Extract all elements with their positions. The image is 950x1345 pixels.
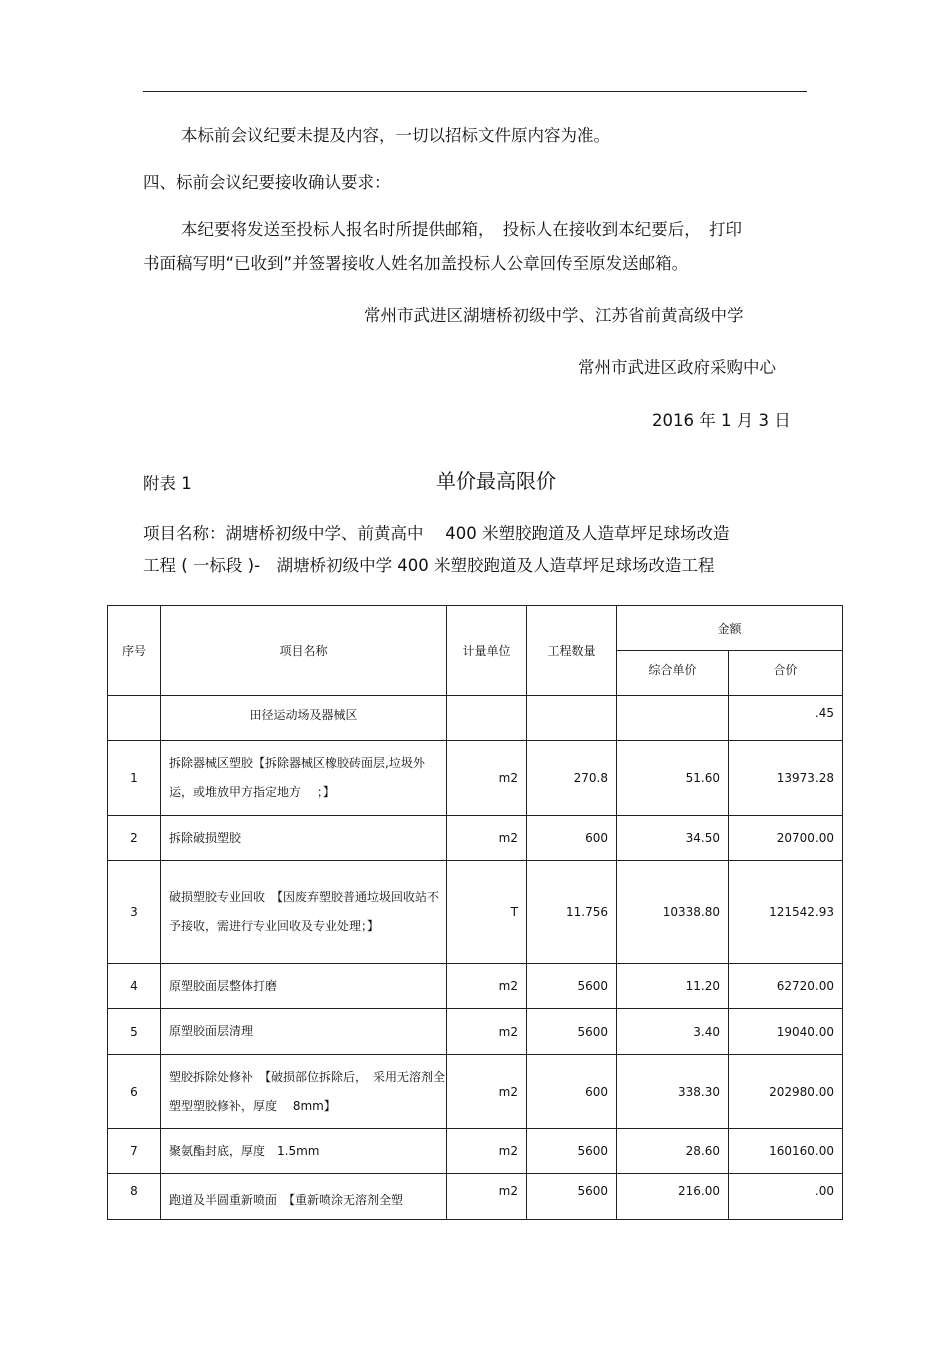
row-total: 62720.00 — [729, 964, 843, 1009]
row-quantity: 11.756 — [527, 861, 617, 964]
header-unit: 计量单位 — [447, 606, 527, 696]
row-seq: 5 — [108, 1009, 161, 1055]
table-row — [108, 861, 843, 964]
attachment-title: 单价最高限价 — [436, 469, 556, 493]
row-total: 19040.00 — [729, 1009, 843, 1055]
row-quantity: 600 — [527, 1055, 617, 1129]
signature-schools: 常州市武进区湖塘桥初级中学、江苏省前黄高级中学 — [364, 306, 744, 325]
project-name-line2: 工程 ( 一标段 )- 湖塘桥初级中学 400 米塑胶跑道及人造草坪足球场改造工程 — [143, 556, 715, 575]
attachment-label: 附表 1 — [143, 474, 192, 493]
signature-procurement-center: 常州市武进区政府采购中心 — [578, 358, 776, 377]
row-unit: m2 — [447, 1055, 527, 1129]
row-unit-price: 28.60 — [617, 1129, 729, 1174]
price-limit-table — [107, 605, 843, 1220]
table-row — [108, 964, 843, 1009]
row-unit: m2 — [447, 1174, 527, 1220]
table-section-row — [108, 696, 843, 741]
row-total: 121542.93 — [729, 861, 843, 964]
row-item-name: 聚氨酯封底，厚度 1.5mm — [161, 1129, 447, 1174]
row-seq: 1 — [108, 741, 161, 816]
section-name: 田径运动场及器械区 — [161, 696, 447, 741]
confirm-paragraph-line2: 书面稿写明“已收到”并签署接收人姓名加盖投标人公章回传至原发送邮箱。 — [143, 254, 689, 273]
row-unit: m2 — [447, 1129, 527, 1174]
row-item-name: 拆除器械区塑胶【拆除器械区橡胶砖面层,垃圾外运，或堆放甲方指定地方 ；】 — [161, 741, 447, 816]
row-seq: 3 — [108, 861, 161, 964]
row-quantity: 600 — [527, 816, 617, 861]
confirm-paragraph-line1: 本纪要将发送至投标人报名时所提供邮箱， 投标人在接收到本纪要后， 打印 — [181, 220, 742, 239]
header-quantity: 工程数量 — [527, 606, 617, 696]
row-unit: m2 — [447, 964, 527, 1009]
table-row — [108, 816, 843, 861]
row-total: 13973.28 — [729, 741, 843, 816]
row-quantity: 270.8 — [527, 741, 617, 816]
row-item-name: 原塑胶面层整体打磨 — [161, 964, 447, 1009]
header-item-name: 项目名称 — [161, 606, 447, 696]
row-total: 20700.00 — [729, 816, 843, 861]
row-seq: 4 — [108, 964, 161, 1009]
row-quantity: 5600 — [527, 1174, 617, 1220]
row-seq: 2 — [108, 816, 161, 861]
table-row — [108, 1009, 843, 1055]
row-seq: 8 — [108, 1174, 161, 1220]
row-unit-price: 338.30 — [617, 1055, 729, 1129]
row-quantity: 5600 — [527, 1009, 617, 1055]
row-unit: m2 — [447, 1009, 527, 1055]
row-quantity: 5600 — [527, 964, 617, 1009]
row-item-name: 拆除破损塑胶 — [161, 816, 447, 861]
row-unit-price: 216.00 — [617, 1174, 729, 1220]
section-heading: 四、标前会议纪要接收确认要求： — [143, 173, 391, 192]
project-name-line1: 项目名称：湖塘桥初级中学、前黄高中 400 米塑胶跑道及人造草坪足球场改造 — [143, 524, 730, 543]
row-item-name: 破损塑胶专业回收 【因废弃塑胶普通垃圾回收站不予接收，需进行专业回收及专业处理；】 — [161, 861, 447, 964]
document-date: 2016 年 1 月 3 日 — [652, 411, 791, 430]
header-rule — [143, 91, 807, 92]
row-total: 202980.00 — [729, 1055, 843, 1129]
row-quantity: 5600 — [527, 1129, 617, 1174]
row-unit-price: 11.20 — [617, 964, 729, 1009]
row-total: 160160.00 — [729, 1129, 843, 1174]
header-seq: 序号 — [108, 606, 161, 696]
header-total: 合价 — [729, 651, 843, 696]
row-unit-price: 51.60 — [617, 741, 729, 816]
row-unit: T — [447, 861, 527, 964]
header-unit-price: 综合单价 — [617, 651, 729, 696]
header-amount: 金额 — [617, 606, 843, 651]
table-row — [108, 1055, 843, 1129]
table-row — [108, 1174, 843, 1220]
row-seq: 6 — [108, 1055, 161, 1129]
row-item-name: 原塑胶面层清理 — [161, 1009, 447, 1055]
row-item-name: 塑胶拆除处修补 【破损部位拆除后， 采用无溶剂全塑型塑胶修补，厚度 8mm】 — [161, 1055, 447, 1129]
row-seq: 7 — [108, 1129, 161, 1174]
table-row — [108, 741, 843, 816]
row-item-name: 跑道及半圆重新喷面 【重新喷涂无溶剂全塑 — [161, 1174, 447, 1220]
row-unit: m2 — [447, 816, 527, 861]
row-unit-price: 3.40 — [617, 1009, 729, 1055]
table-row — [108, 1129, 843, 1174]
row-unit-price: 10338.80 — [617, 861, 729, 964]
section-total: .45 — [729, 696, 843, 741]
row-total: .00 — [729, 1174, 843, 1220]
row-unit-price: 34.50 — [617, 816, 729, 861]
row-unit: m2 — [447, 741, 527, 816]
note-paragraph: 本标前会议纪要未提及内容，一切以招标文件原内容为准。 — [181, 126, 610, 145]
